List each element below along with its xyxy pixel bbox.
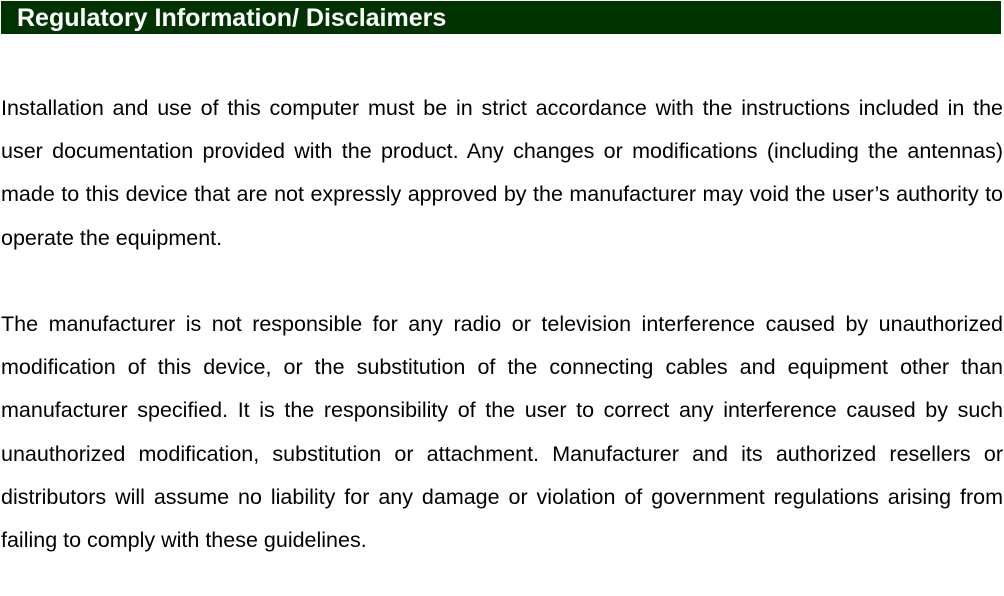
paragraph-spacer [1,260,1003,303]
document-body [1,87,1003,562]
paragraph-interference-disclaimer: The manufacturer is not responsible for any radio or television interference caused by unauthorized modification of this device, or the substitution of the connecting cables and equipment other than manufacturer specified. It is the responsibility of the user to correct any interference caused by such unauthorized modification, substitution or attachment. Manufacturer and its authorized resellers or distributors will assume no liability for any damage or violation of government regulations arising from failing to comply with these guidelines. [1,312,1003,553]
section-title: Regulatory Information/ Disclaimers [17,4,447,32]
section-header-bar [1,1,1001,34]
paragraph-installation-notice: Installation and use of this computer must be in strict accordance with the instructions included in the user documentation provided with the product. Any changes or modifications (including the antennas) made to this device that are not expressly approved by the manufacturer may void the user’s authority to operate the equipment. [1,96,1003,250]
